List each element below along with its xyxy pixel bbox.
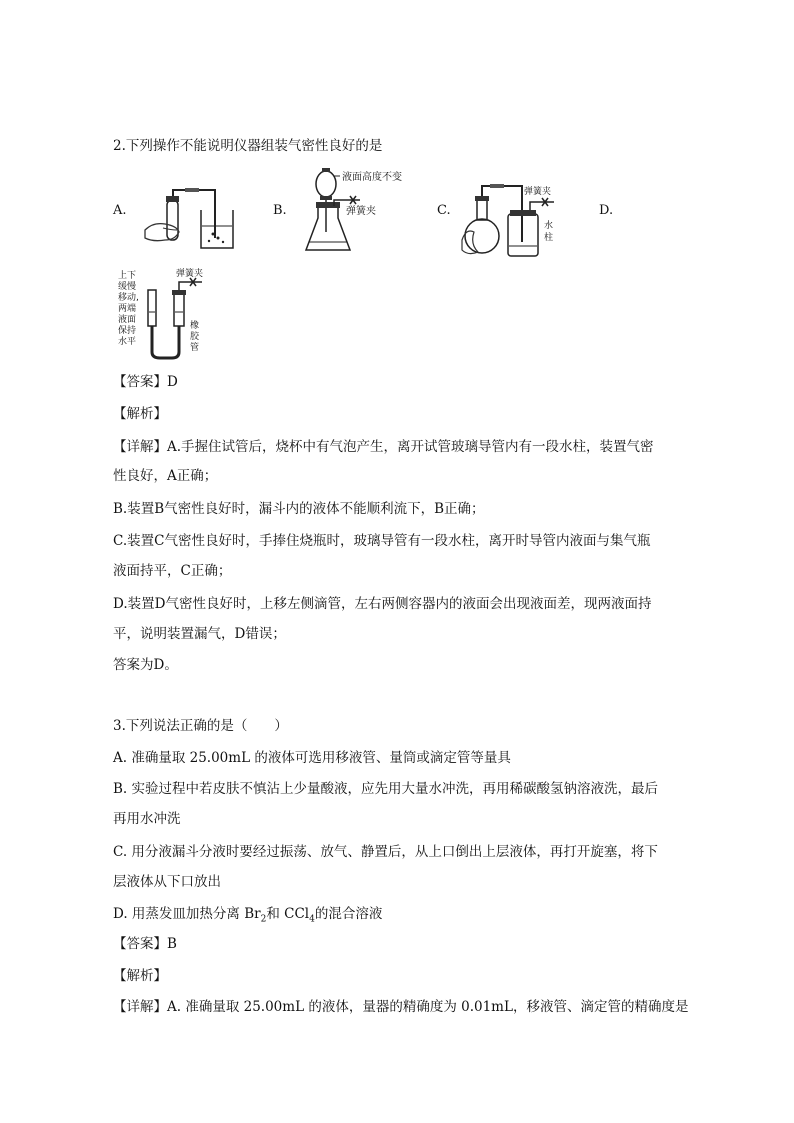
q2-analysis-line: 性良好，A正确；	[113, 468, 218, 484]
svg-text:保持: 保持	[118, 326, 137, 336]
q3-option-a: A. 准确量取 25.00mL 的液体可选用移液管、量筒或滴定管等量具	[113, 750, 511, 766]
q3-option-b-cont: 再用水冲洗	[113, 811, 181, 827]
svg-text:移动,: 移动,	[118, 293, 139, 303]
q2-analysis-line: D.装置D气密性良好时，上移左侧滴管，左右两侧容器内的液面会出现液面差，现两液面持	[113, 596, 652, 612]
q2-option-c-label: C.	[437, 203, 451, 218]
q3-option-d-sub1: 2	[260, 914, 267, 925]
svg-text:水平: 水平	[118, 337, 137, 347]
figure-d-side-label	[118, 269, 139, 347]
q3-option-d	[113, 904, 382, 930]
clamp-label-b: 弹簧夹	[346, 206, 376, 217]
svg-text:两端: 两端	[118, 304, 137, 314]
clamp-label-d: 弹簧夹	[176, 269, 204, 279]
q3-option-d-prefix: D. 用蒸发皿加热分离 Br	[113, 906, 261, 922]
q2-answer: 【答案】D	[113, 374, 178, 390]
q2-analysis-line: C.装置C气密性良好时，手捧住烧瓶时，玻璃导管有一段水柱，离开时导管内液面与集气瓶	[113, 533, 651, 549]
q3-option-d-suffix: 的混合溶液	[314, 906, 383, 922]
svg-text:橡: 橡	[190, 321, 200, 331]
q3-stem: 3.下列说法正确的是（ ）	[113, 718, 288, 734]
q3-option-d-mid: 和 CCl	[266, 906, 310, 922]
q2-analysis-heading: 【解析】	[113, 406, 167, 422]
figure-b-apparatus	[300, 166, 420, 258]
q3-option-c: C. 用分液漏斗分液时要经过振荡、放气、静置后，从上口倒出上层液体，再打开旋塞，将下	[113, 844, 658, 860]
q2-analysis-line: 平，说明装置漏气，D错误；	[113, 626, 286, 642]
q2-stem: 2.下列操作不能说明仪器组装气密性良好的是	[113, 138, 383, 154]
svg-text:上下: 上下	[118, 271, 137, 281]
q3-option-d-sub2: 4	[309, 914, 315, 925]
q2-analysis-line: B.装置B气密性良好时，漏斗内的液体不能顺利流下，B正确；	[113, 501, 485, 517]
clamp-label-c: 弹簧夹	[524, 187, 552, 197]
q3-option-c-cont: 层液体从下口放出	[113, 874, 221, 890]
q2-option-b-label: B.	[273, 203, 287, 218]
q3-detail-line: 【详解】A. 准确量取 25.00mL 的液体，量器的精确度为 0.01mL，移液管、滴定管的精确度是	[113, 999, 689, 1015]
svg-text:液面: 液面	[118, 315, 137, 325]
figure-c-apparatus	[460, 180, 572, 262]
q3-option-b: B. 实验过程中若皮肤不慎沾上少量酸液，应先用大量水冲洗，再用稀碳酸氢钠溶液洗，最后	[113, 781, 659, 797]
q2-analysis-line: 【详解】A.手握住试管后，烧杯中有气泡产生，离开试管玻璃导管内有一段水柱，装置气密	[113, 439, 654, 455]
q2-analysis-line: 液面持平，C正确；	[113, 563, 232, 579]
q2-analysis-line: 答案为D。	[113, 657, 178, 673]
liquid-level-label: 液面高度不变	[342, 172, 402, 183]
svg-text:胶: 胶	[190, 332, 200, 342]
q3-answer: 【答案】B	[113, 936, 177, 952]
water-column-label-1: 水	[544, 221, 554, 231]
rubber-tube-label	[190, 319, 200, 353]
svg-text:管: 管	[190, 343, 200, 353]
svg-text:缓慢: 缓慢	[118, 282, 137, 292]
figure-d-apparatus	[116, 268, 226, 362]
q2-option-a-label: A.	[113, 203, 127, 218]
q3-analysis-heading: 【解析】	[113, 968, 167, 984]
q2-option-d-label: D.	[599, 203, 614, 218]
figure-a-apparatus	[143, 186, 243, 258]
water-column-label-2: 柱	[544, 233, 554, 243]
